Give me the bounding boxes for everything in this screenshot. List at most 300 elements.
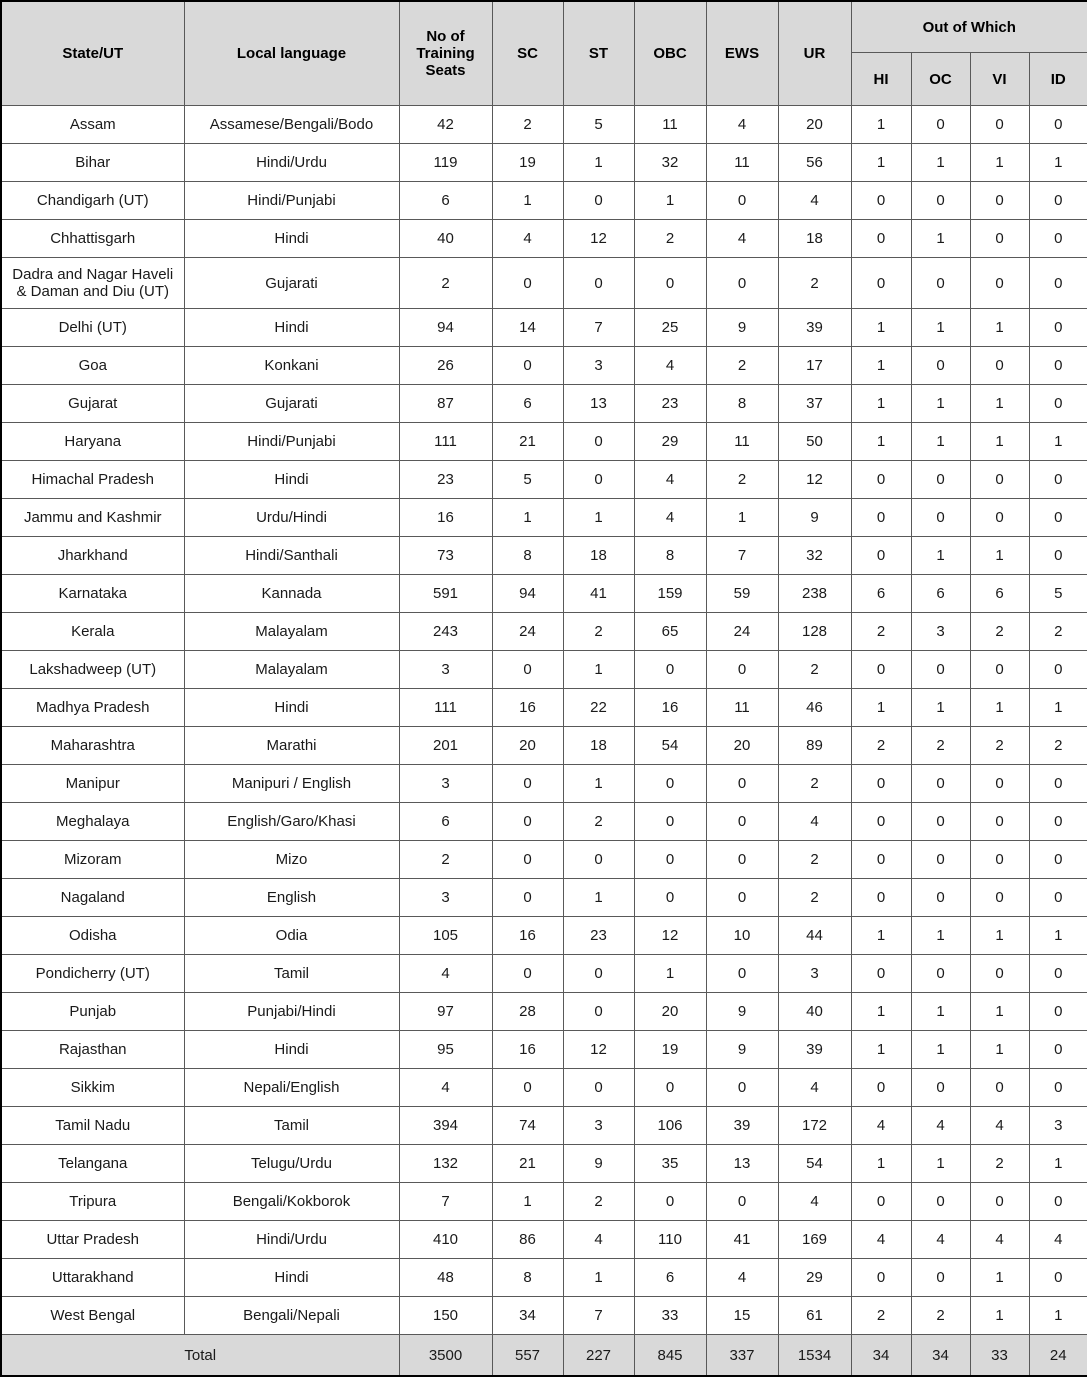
cell-oc: 0 bbox=[911, 258, 970, 309]
cell-sc: 0 bbox=[492, 841, 563, 879]
cell-id: 0 bbox=[1029, 841, 1087, 879]
cell-st: 9 bbox=[563, 1145, 634, 1183]
cell-ur: 4 bbox=[778, 1183, 851, 1221]
cell-seats: 111 bbox=[399, 423, 492, 461]
cell-id: 1 bbox=[1029, 917, 1087, 955]
cell-st: 2 bbox=[563, 803, 634, 841]
cell-ews: 4 bbox=[706, 1259, 778, 1297]
cell-ews: 2 bbox=[706, 347, 778, 385]
cell-oc: 0 bbox=[911, 1259, 970, 1297]
cell-id: 0 bbox=[1029, 1259, 1087, 1297]
table-row bbox=[1, 537, 1087, 575]
cell-language: English bbox=[184, 879, 399, 917]
cell-id: 0 bbox=[1029, 993, 1087, 1031]
cell-seats: 150 bbox=[399, 1297, 492, 1335]
cell-oc: 2 bbox=[911, 1297, 970, 1335]
cell-id: 2 bbox=[1029, 727, 1087, 765]
cell-hi: 4 bbox=[851, 1221, 911, 1259]
cell-ur: 56 bbox=[778, 144, 851, 182]
cell-st: 0 bbox=[563, 841, 634, 879]
cell-st: 4 bbox=[563, 1221, 634, 1259]
cell-sc: 16 bbox=[492, 689, 563, 727]
cell-id: 0 bbox=[1029, 182, 1087, 220]
cell-vi: 0 bbox=[970, 841, 1029, 879]
cell-oc: 0 bbox=[911, 1069, 970, 1107]
cell-ews: 20 bbox=[706, 727, 778, 765]
table-body bbox=[1, 106, 1087, 1335]
cell-st: 0 bbox=[563, 993, 634, 1031]
cell-ews: 0 bbox=[706, 803, 778, 841]
cell-hi: 0 bbox=[851, 651, 911, 689]
cell-seats: 4 bbox=[399, 1069, 492, 1107]
cell-state: Chandigarh (UT) bbox=[1, 182, 184, 220]
table-row bbox=[1, 220, 1087, 258]
cell-language: Odia bbox=[184, 917, 399, 955]
total-obc: 845 bbox=[634, 1335, 706, 1377]
table-row bbox=[1, 613, 1087, 651]
cell-seats: 48 bbox=[399, 1259, 492, 1297]
cell-ews: 1 bbox=[706, 499, 778, 537]
cell-st: 0 bbox=[563, 423, 634, 461]
cell-language: Hindi bbox=[184, 1259, 399, 1297]
cell-sc: 0 bbox=[492, 803, 563, 841]
cell-ur: 128 bbox=[778, 613, 851, 651]
cell-hi: 1 bbox=[851, 106, 911, 144]
cell-state: Manipur bbox=[1, 765, 184, 803]
cell-seats: 3 bbox=[399, 879, 492, 917]
cell-st: 41 bbox=[563, 575, 634, 613]
cell-vi: 0 bbox=[970, 765, 1029, 803]
cell-ur: 29 bbox=[778, 1259, 851, 1297]
cell-st: 22 bbox=[563, 689, 634, 727]
cell-sc: 0 bbox=[492, 879, 563, 917]
cell-state: Mizoram bbox=[1, 841, 184, 879]
cell-obc: 2 bbox=[634, 220, 706, 258]
table-row bbox=[1, 423, 1087, 461]
cell-ews: 0 bbox=[706, 841, 778, 879]
cell-hi: 1 bbox=[851, 917, 911, 955]
cell-st: 1 bbox=[563, 499, 634, 537]
cell-obc: 0 bbox=[634, 765, 706, 803]
cell-obc: 0 bbox=[634, 1183, 706, 1221]
cell-language: Marathi bbox=[184, 727, 399, 765]
cell-language: Gujarati bbox=[184, 385, 399, 423]
cell-language: Malayalam bbox=[184, 651, 399, 689]
cell-seats: 16 bbox=[399, 499, 492, 537]
cell-oc: 0 bbox=[911, 182, 970, 220]
table-row bbox=[1, 106, 1087, 144]
cell-obc: 23 bbox=[634, 385, 706, 423]
cell-vi: 0 bbox=[970, 220, 1029, 258]
col-header-seats: No of Training Seats bbox=[399, 1, 492, 106]
table-row bbox=[1, 258, 1087, 309]
cell-seats: 97 bbox=[399, 993, 492, 1031]
cell-vi: 4 bbox=[970, 1221, 1029, 1259]
cell-hi: 1 bbox=[851, 993, 911, 1031]
cell-ews: 0 bbox=[706, 955, 778, 993]
cell-ur: 2 bbox=[778, 841, 851, 879]
cell-ews: 0 bbox=[706, 651, 778, 689]
cell-vi: 1 bbox=[970, 144, 1029, 182]
cell-oc: 0 bbox=[911, 765, 970, 803]
cell-vi: 1 bbox=[970, 1259, 1029, 1297]
cell-language: Manipuri / English bbox=[184, 765, 399, 803]
cell-oc: 4 bbox=[911, 1221, 970, 1259]
cell-sc: 0 bbox=[492, 955, 563, 993]
cell-state: Assam bbox=[1, 106, 184, 144]
cell-sc: 8 bbox=[492, 1259, 563, 1297]
cell-seats: 6 bbox=[399, 803, 492, 841]
table-header bbox=[1, 1, 1087, 106]
cell-sc: 94 bbox=[492, 575, 563, 613]
cell-obc: 106 bbox=[634, 1107, 706, 1145]
cell-sc: 8 bbox=[492, 537, 563, 575]
cell-st: 0 bbox=[563, 1069, 634, 1107]
cell-seats: 394 bbox=[399, 1107, 492, 1145]
table-row bbox=[1, 385, 1087, 423]
cell-hi: 1 bbox=[851, 144, 911, 182]
cell-ews: 13 bbox=[706, 1145, 778, 1183]
cell-obc: 4 bbox=[634, 499, 706, 537]
cell-ews: 0 bbox=[706, 1069, 778, 1107]
cell-ews: 41 bbox=[706, 1221, 778, 1259]
cell-state: Rajasthan bbox=[1, 1031, 184, 1069]
cell-seats: 4 bbox=[399, 955, 492, 993]
cell-id: 0 bbox=[1029, 1183, 1087, 1221]
cell-state: Telangana bbox=[1, 1145, 184, 1183]
table-row bbox=[1, 144, 1087, 182]
total-ews: 337 bbox=[706, 1335, 778, 1377]
cell-obc: 33 bbox=[634, 1297, 706, 1335]
cell-obc: 0 bbox=[634, 879, 706, 917]
cell-seats: 42 bbox=[399, 106, 492, 144]
table-row bbox=[1, 651, 1087, 689]
table-row bbox=[1, 841, 1087, 879]
cell-oc: 1 bbox=[911, 689, 970, 727]
cell-state: Delhi (UT) bbox=[1, 309, 184, 347]
cell-vi: 0 bbox=[970, 803, 1029, 841]
cell-sc: 21 bbox=[492, 423, 563, 461]
cell-sc: 0 bbox=[492, 651, 563, 689]
cell-language: Nepali/English bbox=[184, 1069, 399, 1107]
cell-id: 0 bbox=[1029, 499, 1087, 537]
cell-oc: 0 bbox=[911, 803, 970, 841]
cell-vi: 0 bbox=[970, 258, 1029, 309]
cell-seats: 2 bbox=[399, 258, 492, 309]
cell-st: 5 bbox=[563, 106, 634, 144]
table-row bbox=[1, 1221, 1087, 1259]
cell-seats: 95 bbox=[399, 1031, 492, 1069]
cell-ur: 172 bbox=[778, 1107, 851, 1145]
cell-hi: 2 bbox=[851, 613, 911, 651]
cell-ur: 37 bbox=[778, 385, 851, 423]
total-ur: 1534 bbox=[778, 1335, 851, 1377]
cell-seats: 119 bbox=[399, 144, 492, 182]
table-row bbox=[1, 917, 1087, 955]
col-header-out-of-which: Out of Which bbox=[851, 1, 1087, 53]
cell-sc: 24 bbox=[492, 613, 563, 651]
cell-seats: 3 bbox=[399, 765, 492, 803]
cell-language: Hindi/Punjabi bbox=[184, 423, 399, 461]
cell-st: 0 bbox=[563, 461, 634, 499]
cell-hi: 0 bbox=[851, 537, 911, 575]
cell-language: Bengali/Kokborok bbox=[184, 1183, 399, 1221]
total-label: Total bbox=[1, 1335, 399, 1377]
cell-vi: 2 bbox=[970, 613, 1029, 651]
cell-oc: 1 bbox=[911, 537, 970, 575]
cell-sc: 1 bbox=[492, 499, 563, 537]
cell-ur: 54 bbox=[778, 1145, 851, 1183]
cell-ews: 0 bbox=[706, 879, 778, 917]
cell-ur: 2 bbox=[778, 258, 851, 309]
cell-ews: 7 bbox=[706, 537, 778, 575]
table-row bbox=[1, 182, 1087, 220]
cell-seats: 40 bbox=[399, 220, 492, 258]
cell-sc: 0 bbox=[492, 1069, 563, 1107]
cell-obc: 19 bbox=[634, 1031, 706, 1069]
cell-oc: 1 bbox=[911, 220, 970, 258]
cell-seats: 591 bbox=[399, 575, 492, 613]
cell-vi: 1 bbox=[970, 689, 1029, 727]
cell-seats: 87 bbox=[399, 385, 492, 423]
cell-state: Karnataka bbox=[1, 575, 184, 613]
cell-hi: 0 bbox=[851, 258, 911, 309]
cell-seats: 132 bbox=[399, 1145, 492, 1183]
table-row bbox=[1, 765, 1087, 803]
cell-hi: 0 bbox=[851, 841, 911, 879]
cell-ur: 238 bbox=[778, 575, 851, 613]
cell-seats: 201 bbox=[399, 727, 492, 765]
cell-obc: 12 bbox=[634, 917, 706, 955]
cell-obc: 1 bbox=[634, 182, 706, 220]
cell-seats: 105 bbox=[399, 917, 492, 955]
cell-id: 0 bbox=[1029, 258, 1087, 309]
cell-obc: 0 bbox=[634, 841, 706, 879]
cell-hi: 0 bbox=[851, 499, 911, 537]
cell-language: Urdu/Hindi bbox=[184, 499, 399, 537]
total-sc: 557 bbox=[492, 1335, 563, 1377]
total-row bbox=[1, 1335, 1087, 1377]
cell-language: Tamil bbox=[184, 1107, 399, 1145]
cell-oc: 3 bbox=[911, 613, 970, 651]
cell-ur: 20 bbox=[778, 106, 851, 144]
cell-oc: 1 bbox=[911, 917, 970, 955]
cell-hi: 2 bbox=[851, 1297, 911, 1335]
cell-state: Meghalaya bbox=[1, 803, 184, 841]
cell-st: 3 bbox=[563, 1107, 634, 1145]
cell-sc: 28 bbox=[492, 993, 563, 1031]
cell-st: 0 bbox=[563, 182, 634, 220]
cell-seats: 73 bbox=[399, 537, 492, 575]
cell-st: 18 bbox=[563, 537, 634, 575]
cell-vi: 1 bbox=[970, 537, 1029, 575]
table-row bbox=[1, 689, 1087, 727]
total-vi: 33 bbox=[970, 1335, 1029, 1377]
table-row bbox=[1, 575, 1087, 613]
cell-st: 1 bbox=[563, 765, 634, 803]
cell-ews: 11 bbox=[706, 144, 778, 182]
cell-ews: 11 bbox=[706, 689, 778, 727]
cell-ews: 0 bbox=[706, 182, 778, 220]
cell-vi: 1 bbox=[970, 423, 1029, 461]
cell-language: Kannada bbox=[184, 575, 399, 613]
cell-vi: 0 bbox=[970, 1069, 1029, 1107]
cell-sc: 0 bbox=[492, 258, 563, 309]
cell-id: 0 bbox=[1029, 955, 1087, 993]
cell-sc: 14 bbox=[492, 309, 563, 347]
cell-oc: 4 bbox=[911, 1107, 970, 1145]
cell-vi: 0 bbox=[970, 461, 1029, 499]
cell-sc: 16 bbox=[492, 917, 563, 955]
cell-language: Hindi bbox=[184, 309, 399, 347]
cell-ur: 50 bbox=[778, 423, 851, 461]
cell-seats: 26 bbox=[399, 347, 492, 385]
cell-seats: 23 bbox=[399, 461, 492, 499]
cell-state: Gujarat bbox=[1, 385, 184, 423]
cell-vi: 1 bbox=[970, 917, 1029, 955]
cell-oc: 0 bbox=[911, 879, 970, 917]
cell-state: Odisha bbox=[1, 917, 184, 955]
cell-sc: 86 bbox=[492, 1221, 563, 1259]
col-header-state: State/UT bbox=[1, 1, 184, 106]
cell-language: Gujarati bbox=[184, 258, 399, 309]
cell-id: 1 bbox=[1029, 423, 1087, 461]
cell-language: Assamese/Bengali/Bodo bbox=[184, 106, 399, 144]
cell-id: 0 bbox=[1029, 1031, 1087, 1069]
cell-hi: 0 bbox=[851, 220, 911, 258]
cell-id: 0 bbox=[1029, 803, 1087, 841]
cell-language: Hindi bbox=[184, 220, 399, 258]
cell-id: 0 bbox=[1029, 106, 1087, 144]
cell-obc: 65 bbox=[634, 613, 706, 651]
cell-obc: 159 bbox=[634, 575, 706, 613]
cell-vi: 0 bbox=[970, 955, 1029, 993]
cell-vi: 0 bbox=[970, 1183, 1029, 1221]
cell-seats: 7 bbox=[399, 1183, 492, 1221]
cell-ews: 0 bbox=[706, 765, 778, 803]
cell-st: 1 bbox=[563, 879, 634, 917]
cell-st: 0 bbox=[563, 955, 634, 993]
col-header-ews: EWS bbox=[706, 1, 778, 106]
col-header-hi: HI bbox=[851, 53, 911, 106]
cell-oc: 1 bbox=[911, 385, 970, 423]
cell-st: 18 bbox=[563, 727, 634, 765]
cell-vi: 1 bbox=[970, 309, 1029, 347]
cell-hi: 4 bbox=[851, 1107, 911, 1145]
cell-hi: 1 bbox=[851, 1031, 911, 1069]
cell-obc: 11 bbox=[634, 106, 706, 144]
cell-hi: 0 bbox=[851, 1069, 911, 1107]
cell-hi: 1 bbox=[851, 1145, 911, 1183]
cell-ews: 9 bbox=[706, 993, 778, 1031]
cell-hi: 0 bbox=[851, 955, 911, 993]
col-header-st: ST bbox=[563, 1, 634, 106]
cell-vi: 2 bbox=[970, 727, 1029, 765]
cell-sc: 34 bbox=[492, 1297, 563, 1335]
cell-st: 3 bbox=[563, 347, 634, 385]
cell-id: 3 bbox=[1029, 1107, 1087, 1145]
cell-ews: 59 bbox=[706, 575, 778, 613]
cell-oc: 1 bbox=[911, 993, 970, 1031]
cell-id: 0 bbox=[1029, 765, 1087, 803]
cell-ur: 61 bbox=[778, 1297, 851, 1335]
cell-sc: 19 bbox=[492, 144, 563, 182]
col-header-ur: UR bbox=[778, 1, 851, 106]
cell-ews: 24 bbox=[706, 613, 778, 651]
cell-vi: 0 bbox=[970, 106, 1029, 144]
cell-obc: 29 bbox=[634, 423, 706, 461]
cell-language: Telugu/Urdu bbox=[184, 1145, 399, 1183]
table-row bbox=[1, 499, 1087, 537]
cell-state: Haryana bbox=[1, 423, 184, 461]
cell-ur: 2 bbox=[778, 879, 851, 917]
cell-obc: 35 bbox=[634, 1145, 706, 1183]
cell-hi: 1 bbox=[851, 423, 911, 461]
cell-oc: 1 bbox=[911, 144, 970, 182]
cell-obc: 16 bbox=[634, 689, 706, 727]
cell-ews: 10 bbox=[706, 917, 778, 955]
cell-sc: 6 bbox=[492, 385, 563, 423]
cell-seats: 410 bbox=[399, 1221, 492, 1259]
cell-vi: 0 bbox=[970, 347, 1029, 385]
cell-hi: 0 bbox=[851, 879, 911, 917]
cell-vi: 0 bbox=[970, 182, 1029, 220]
cell-language: Tamil bbox=[184, 955, 399, 993]
cell-id: 0 bbox=[1029, 461, 1087, 499]
cell-oc: 0 bbox=[911, 499, 970, 537]
cell-state: Lakshadweep (UT) bbox=[1, 651, 184, 689]
cell-ur: 169 bbox=[778, 1221, 851, 1259]
cell-state: Nagaland bbox=[1, 879, 184, 917]
cell-ur: 12 bbox=[778, 461, 851, 499]
cell-ews: 0 bbox=[706, 258, 778, 309]
table-row bbox=[1, 1183, 1087, 1221]
cell-ur: 4 bbox=[778, 182, 851, 220]
cell-state: Tripura bbox=[1, 1183, 184, 1221]
cell-id: 0 bbox=[1029, 309, 1087, 347]
cell-st: 1 bbox=[563, 1259, 634, 1297]
cell-id: 0 bbox=[1029, 651, 1087, 689]
cell-ews: 4 bbox=[706, 106, 778, 144]
cell-vi: 6 bbox=[970, 575, 1029, 613]
cell-id: 0 bbox=[1029, 1069, 1087, 1107]
table-row bbox=[1, 803, 1087, 841]
cell-vi: 1 bbox=[970, 993, 1029, 1031]
table-row bbox=[1, 879, 1087, 917]
cell-language: Konkani bbox=[184, 347, 399, 385]
cell-state: Dadra and Nagar Haveli & Daman and Diu (UT) bbox=[1, 258, 184, 309]
cell-language: Hindi/Urdu bbox=[184, 1221, 399, 1259]
cell-obc: 32 bbox=[634, 144, 706, 182]
cell-seats: 2 bbox=[399, 841, 492, 879]
cell-hi: 0 bbox=[851, 1183, 911, 1221]
cell-state: Goa bbox=[1, 347, 184, 385]
cell-vi: 1 bbox=[970, 385, 1029, 423]
cell-oc: 1 bbox=[911, 423, 970, 461]
cell-obc: 20 bbox=[634, 993, 706, 1031]
cell-ews: 11 bbox=[706, 423, 778, 461]
cell-state: Bihar bbox=[1, 144, 184, 182]
cell-st: 7 bbox=[563, 309, 634, 347]
cell-ur: 40 bbox=[778, 993, 851, 1031]
cell-vi: 2 bbox=[970, 1145, 1029, 1183]
cell-hi: 1 bbox=[851, 385, 911, 423]
col-header-obc: OBC bbox=[634, 1, 706, 106]
cell-oc: 2 bbox=[911, 727, 970, 765]
cell-vi: 0 bbox=[970, 879, 1029, 917]
cell-ur: 3 bbox=[778, 955, 851, 993]
cell-hi: 6 bbox=[851, 575, 911, 613]
